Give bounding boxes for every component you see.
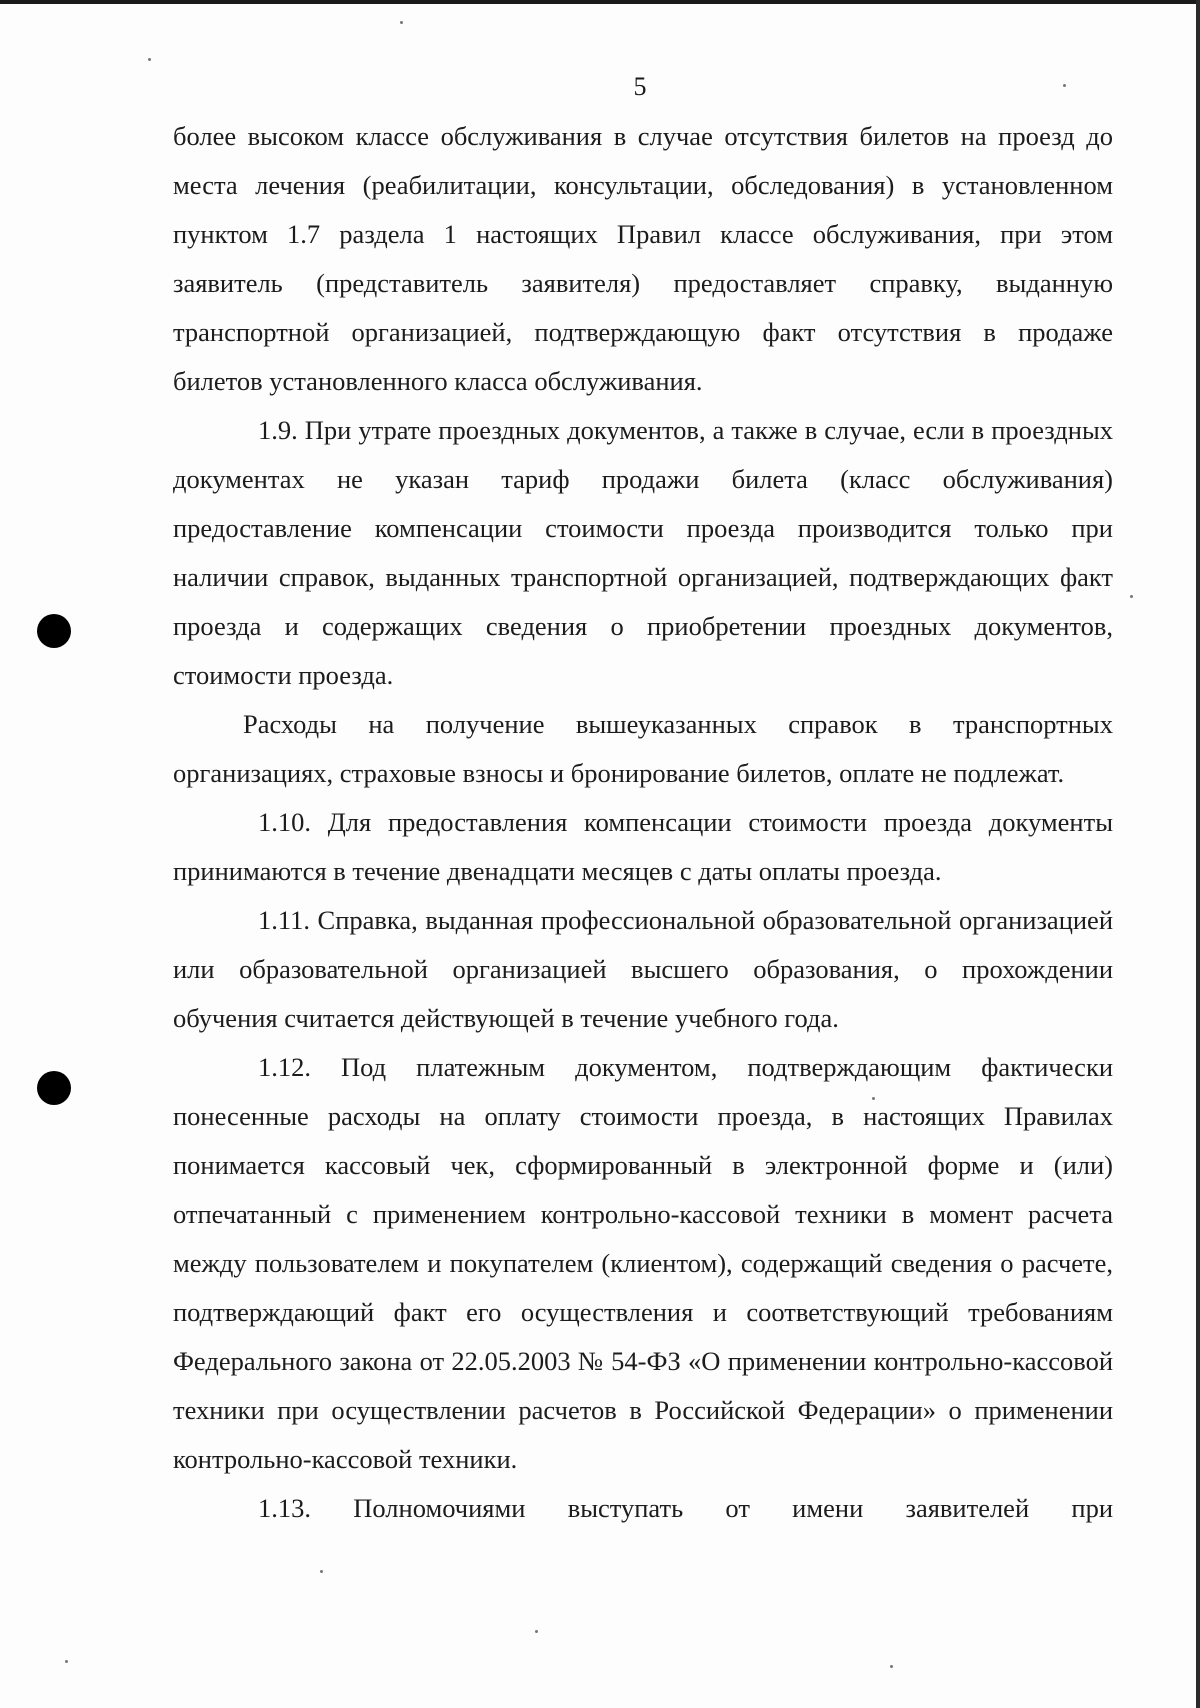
scan-top-edge [0, 0, 1200, 4]
punch-hole-top [37, 614, 71, 648]
punch-hole-bottom [37, 1071, 71, 1105]
scan-right-edge [1196, 0, 1200, 1708]
scan-speck [400, 21, 403, 24]
paragraph-continuation: более высоком классе обслуживания в случае отсутствия билетов на проезд до места лечения (реабилитации, консультации, обследования) в установленном пунктом 1.7 раздела 1 настоящих Правил классе обслуживания, при этом заявитель (представитель заявителя) предоставляет справку, выданную транспортной организацией, подтверждающую факт отсутствия в продаже билетов установленного класса обслуживания. [173, 121, 1113, 396]
paragraph-1-13: 1.13. Полномочиями выступать от имени заявителей при [258, 1493, 1113, 1523]
paragraph-1-9: 1.9. При утрате проездных документов, а также в случае, если в проездных документах не указан тариф продажи билета (класс обслуживания) предоставление компенсации стоимости проезда производится только при наличии справок, выданных транспортной организацией, подтверждающих факт проезда и содержащих сведения о приобретении проездных документов, стоимости проезда. [173, 415, 1113, 690]
paragraph-1-12: 1.12. Под платежным документом, подтверждающим фактически понесенные расходы на оплату стоимости проезда, в настоящих Правилах понимается кассовый чек, сформированный в электронной форме и (или) отпечатанный с применением контрольно-кассовой техники в момент расчета между пользователем и покупателем (клиентом), содержащий сведения о расчете, подтверждающий факт его осуществления и соответствующий требованиям Федерального закона от 22.05.2003 № 54-ФЗ «О применении контрольно-кассовой техники при осуществлении расчетов в Российской Федерации» о применении контрольно-кассовой техники. [173, 1052, 1113, 1474]
page-number: 5 [633, 72, 647, 101]
scan-speck [890, 1665, 893, 1668]
scan-speck [320, 1570, 323, 1573]
scan-speck [535, 1630, 538, 1633]
paragraph-1-11: 1.11. Справка, выданная профессиональной образовательной организацией или образовательной организацией высшего образования, о прохождении обучения считается действующей в течение учебного года. [173, 905, 1113, 1033]
paragraph-expenses: Расходы на получение вышеуказанных справок в транспортных организациях, страховые взносы и бронирование билетов, оплате не подлежат. [173, 709, 1113, 788]
scan-speck [65, 1660, 68, 1663]
paragraph-1-10: 1.10. Для предоставления компенсации стоимости проезда документы принимаются в течение двенадцати месяцев с даты оплаты проезда. [173, 807, 1113, 886]
scan-speck [148, 58, 151, 61]
document-body [173, 112, 1113, 1533]
scan-speck [1130, 595, 1133, 598]
